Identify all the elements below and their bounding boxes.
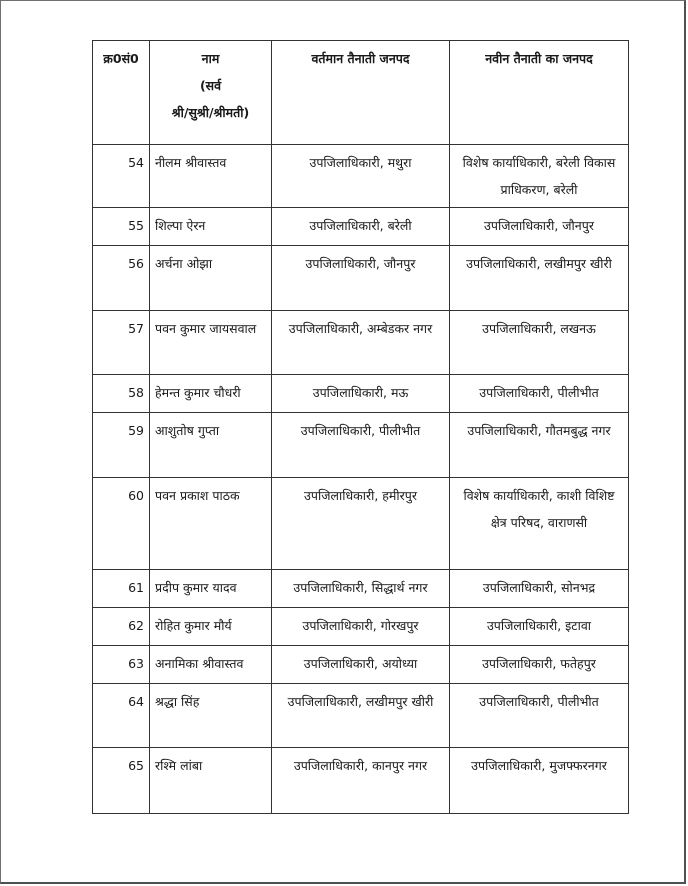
table-row [93,208,629,246]
name-header-line2: (सर्व [199,78,222,93]
current-posting-cell: उपजिलाधिकारी, सिद्धार्थ नगर [272,570,450,608]
new-posting-cell: उपजिलाधिकारी, पीलीभीत [450,375,629,413]
new-posting-cell: विशेष कार्याधिकारी, बरेली विकास प्राधिकरण, बरेली [450,145,629,208]
name-cell: प्रदीप कुमार यादव [150,570,272,608]
name-cell: शिल्पा ऐरन [150,208,272,246]
new-posting-cell: उपजिलाधिकारी, मुजफ्फरनगर [450,748,629,814]
current-posting-cell: उपजिलाधिकारी, हमीरपुर [272,478,450,570]
new-posting-header: नवीन तैनाती का जनपद [450,41,629,145]
new-posting-cell: उपजिलाधिकारी, जौनपुर [450,208,629,246]
serial-cell: 61 [93,570,150,608]
current-posting-cell: उपजिलाधिकारी, मऊ [272,375,450,413]
table-row [93,246,629,311]
serial-cell: 54 [93,145,150,208]
current-posting-header: वर्तमान तैनाती जनपद [272,41,450,145]
new-posting-cell: उपजिलाधिकारी, लखनऊ [450,311,629,375]
current-posting-cell: उपजिलाधिकारी, अम्बेडकर नगर [272,311,450,375]
name-cell: अर्चना ओझा [150,246,272,311]
current-posting-cell: उपजिलाधिकारी, पीलीभीत [272,413,450,478]
new-posting-cell: उपजिलाधिकारी, गौतमबुद्ध नगर [450,413,629,478]
serial-cell: 57 [93,311,150,375]
name-header-line3: श्री/सुश्री/श्रीमती) [171,105,250,120]
table-row [93,748,629,814]
serial-cell: 65 [93,748,150,814]
transfer-table [92,40,629,814]
table-row [93,478,629,570]
table-row [93,375,629,413]
table-row [93,684,629,748]
serial-cell: 60 [93,478,150,570]
table-row [93,608,629,646]
table-row [93,570,629,608]
current-posting-cell: उपजिलाधिकारी, कानपुर नगर [272,748,450,814]
table-body [93,145,629,814]
serial-cell: 58 [93,375,150,413]
serial-cell: 56 [93,246,150,311]
table-header-row [93,41,629,145]
new-posting-cell: विशेष कार्याधिकारी, काशी विशिष्ट क्षेत्र परिषद, वाराणसी [450,478,629,570]
serial-cell: 59 [93,413,150,478]
current-posting-cell: उपजिलाधिकारी, गोरखपुर [272,608,450,646]
table-row [93,413,629,478]
new-posting-cell: उपजिलाधिकारी, सोनभद्र [450,570,629,608]
name-cell: श्रद्धा सिंह [150,684,272,748]
current-posting-cell: उपजिलाधिकारी, जौनपुर [272,246,450,311]
name-cell: अनामिका श्रीवास्तव [150,646,272,684]
name-cell: हेमन्त कुमार चौधरी [150,375,272,413]
name-header [150,41,272,145]
name-cell: नीलम श्रीवास्तव [150,145,272,208]
current-posting-cell: उपजिलाधिकारी, अयोध्या [272,646,450,684]
current-posting-cell: उपजिलाधिकारी, बरेली [272,208,450,246]
table-row [93,145,629,208]
serial-cell: 63 [93,646,150,684]
serial-cell: 64 [93,684,150,748]
current-posting-cell: उपजिलाधिकारी, मथुरा [272,145,450,208]
table-row [93,311,629,375]
serial-cell: 55 [93,208,150,246]
name-cell: पवन प्रकाश पाठक [150,478,272,570]
name-cell: आशुतोष गुप्ता [150,413,272,478]
new-posting-cell: उपजिलाधिकारी, फतेहपुर [450,646,629,684]
table-row [93,646,629,684]
serial-header: क्र0सं0 [93,41,150,145]
new-posting-cell: उपजिलाधिकारी, लखीमपुर खीरी [450,246,629,311]
name-cell: रोहित कुमार मौर्य [150,608,272,646]
serial-cell: 62 [93,608,150,646]
new-posting-cell: उपजिलाधिकारी, पीलीभीत [450,684,629,748]
name-cell: रश्मि लांबा [150,748,272,814]
name-cell: पवन कुमार जायसवाल [150,311,272,375]
current-posting-cell: उपजिलाधिकारी, लखीमपुर खीरी [272,684,450,748]
name-header-line1: नाम [201,51,220,66]
new-posting-cell: उपजिलाधिकारी, इटावा [450,608,629,646]
